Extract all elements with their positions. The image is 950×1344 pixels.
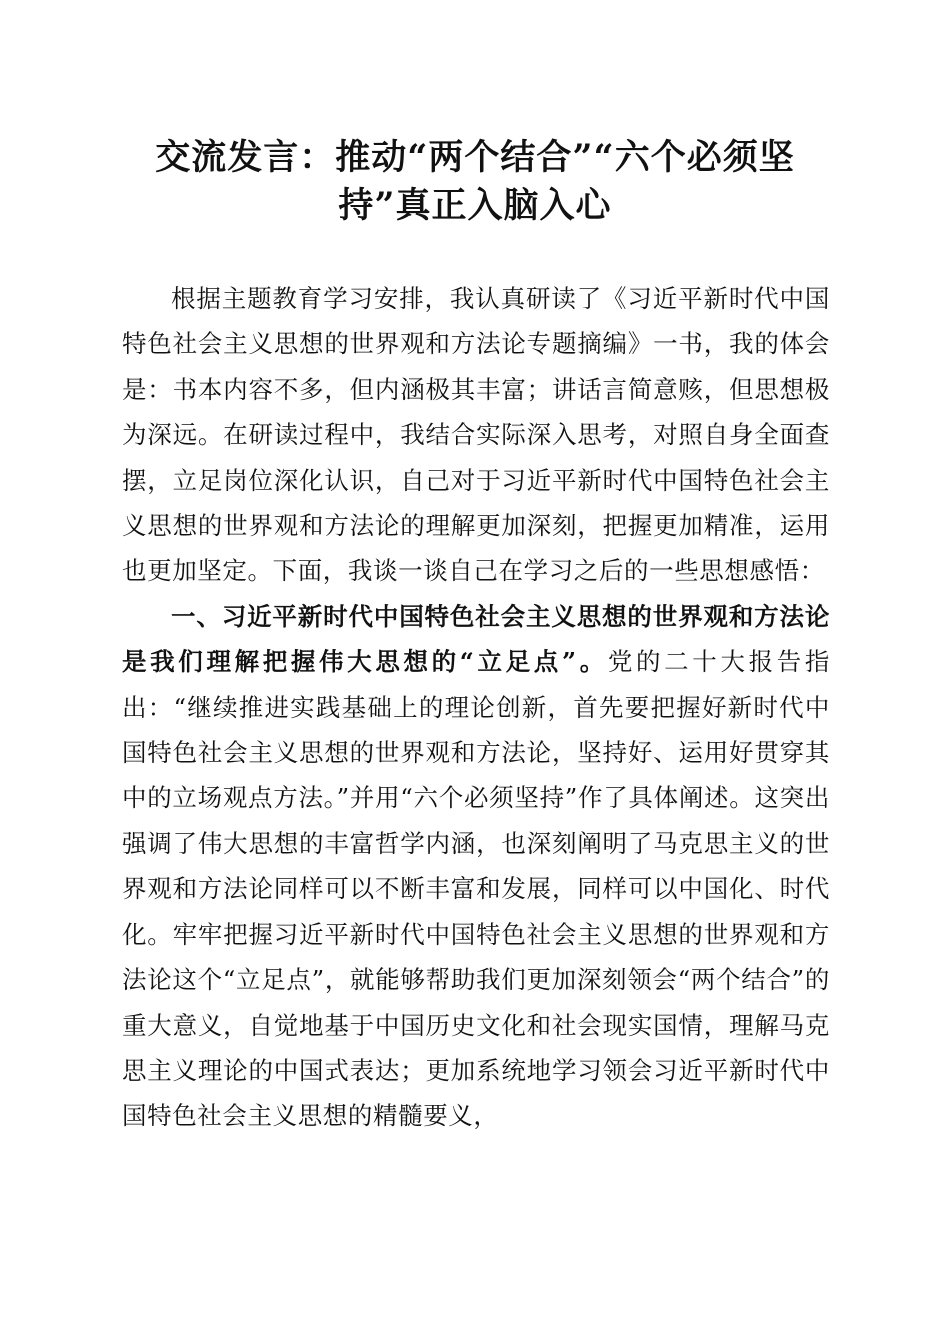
section-1-heading: 一、习近平新时代中国特色社会主义思想的世界观和方法论是我们理解把握伟大思想的“立足点”。	[122, 601, 830, 677]
title-line-2: 持”真正入脑入心	[338, 185, 612, 226]
section-1-body: 党的二十大报告指出：“继续推进实践基础上的理论创新，首先要把握好新时代中国特色社会主义思想的世界观和方法论，坚持好、运用好贯穿其中的立场观点方法。”并用“六个必须坚持”作了具体阐述。这突出强调了伟大思想的丰富哲学内涵，也深刻阐明了马克思主义的世界观和方法论同样可以不断丰富和发展，同样可以中国化、时代化。牢牢把握习近平新时代中国特色社会主义思想的世界观和方法论这个“立足点”，就能够帮助我们更加深刻领会“两个结合”的重大意义，自觉地基于中国历史文化和社会现实国情，理解马克思主义理论的中国式表达；更加系统地学习领会习近平新时代中国特色社会主义思想的精髓要义，	[122, 647, 830, 1131]
document-body	[122, 276, 830, 1139]
title-line-1: 交流发言：推动“两个结合”“六个必须坚	[155, 137, 795, 178]
document-title	[120, 134, 830, 230]
paragraph-intro: 根据主题教育学习安排，我认真研读了《习近平新时代中国特色社会主义思想的世界观和方法论专题摘编》一书，我的体会是：书本内容不多，但内涵极其丰富；讲话言简意赅，但思想极为深远。在研读过程中，我结合实际深入思考，对照自身全面查摆，立足岗位深化认识，自己对于习近平新时代中国特色社会主义思想的世界观和方法论的理解更加深刻，把握更加精准，运用也更加坚定。下面，我谈一谈自己在学习之后的一些思想感悟：	[122, 284, 830, 586]
paragraph-section-1	[122, 594, 830, 1139]
